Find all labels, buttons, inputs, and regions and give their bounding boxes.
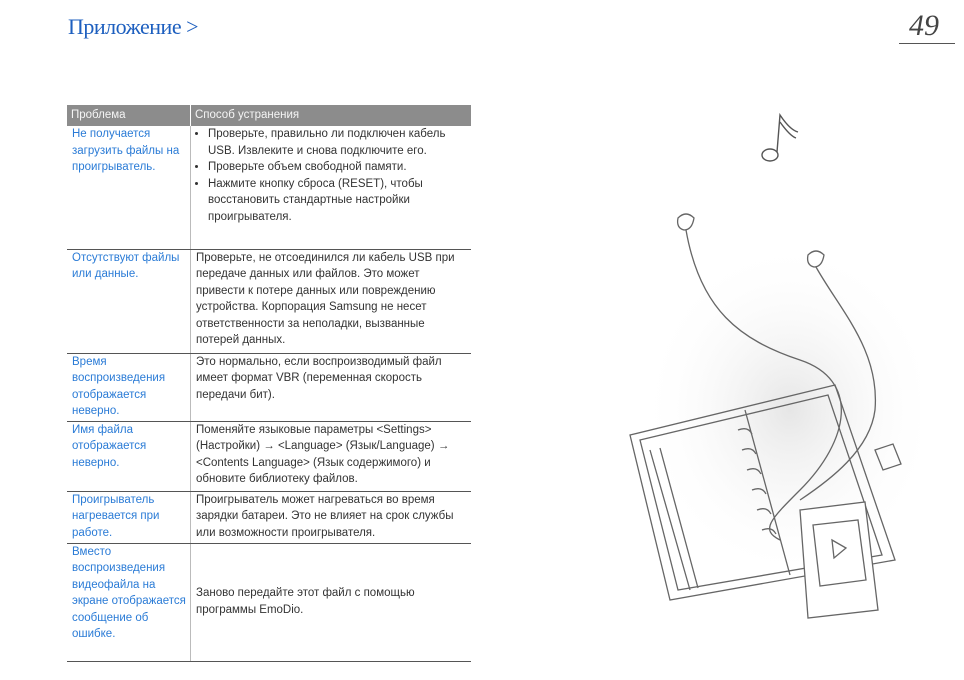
table-header-row bbox=[67, 105, 471, 126]
column-header-solution: Способ устранения bbox=[191, 105, 472, 126]
music-note-icon bbox=[762, 115, 798, 161]
solution-cell: Заново передайте этот файл с помощью программы EmoDio. bbox=[191, 543, 472, 661]
problem-cell: Вместо воспроизведения видеофайла на экране отображается сообщение об ошибке. bbox=[67, 543, 191, 661]
solution-cell bbox=[191, 126, 472, 249]
problem-cell: Не получается загрузить файлы на проигрыватель. bbox=[67, 126, 191, 249]
solution-cell: Поменяйте языковые параметры <Settings> (Настройки) → <Language> (Язык/Language) → <Contents Language> (Язык содержимого) и обновите библиотеку файлов. bbox=[191, 421, 472, 491]
table-row bbox=[67, 249, 471, 353]
column-header-problem: Проблема bbox=[67, 105, 191, 126]
illustration bbox=[620, 110, 920, 620]
problem-cell: Проигрыватель нагревается при работе. bbox=[67, 491, 191, 543]
problem-cell: Имя файла отображается неверно. bbox=[67, 421, 191, 491]
solution-cell: Это нормально, если воспроизводимый файл имеет формат VBR (переменная скорость передачи бит). bbox=[191, 353, 472, 421]
table-row bbox=[67, 491, 471, 543]
page-header: Приложение > bbox=[68, 14, 198, 39]
solution-cell: Проверьте, не отсоединился ли кабель USB при передаче данных или файлов. Это может привести к потере данных или повреждению устройства. Корпорация Samsung не несет ответственности за неполадки, вызванные потерей данных. bbox=[191, 249, 472, 353]
troubleshooting-table bbox=[67, 105, 471, 662]
table-row bbox=[67, 353, 471, 421]
solution-cell: Проигрыватель может нагреваться во время зарядки батареи. Это не влияет на срок службы или возможности проигрывателя. bbox=[191, 491, 472, 543]
solution-list-item: • Нажмите кнопку сброса (RESET), чтобы восстановить стандартные настройки проигрывателя. bbox=[208, 176, 467, 226]
problem-cell: Время воспроизведения отображается неверно. bbox=[67, 353, 191, 421]
table-row bbox=[67, 126, 471, 249]
solution-list-item: • Проверьте, правильно ли подключен кабель USB. Извлеките и снова подключите его. bbox=[208, 126, 467, 159]
solution-list bbox=[196, 126, 467, 225]
problem-cell: Отсутствуют файлы или данные. bbox=[67, 249, 191, 353]
table-row bbox=[67, 543, 471, 661]
media-player-icon bbox=[800, 502, 878, 618]
table-row bbox=[67, 421, 471, 491]
solution-list-item: • Проверьте объем свободной памяти. bbox=[208, 159, 467, 176]
page-number: 49 bbox=[903, 10, 945, 42]
